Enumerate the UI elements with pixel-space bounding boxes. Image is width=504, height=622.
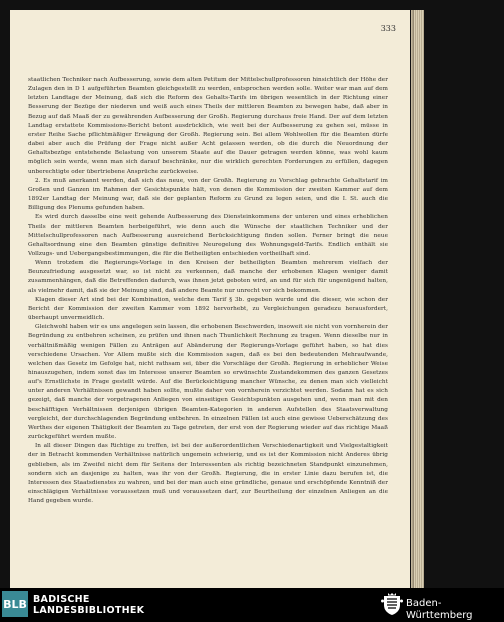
paragraph: In all dieser Dingen das Richtige zu treffen, ist bei der außerordentlichen Verschiedenartigkeit und Vielgestaltigkeit der in Betracht kommenden Verhältnisse natürlich ungemein schwierig, und es ist der Kommission nicht Anderes übrig geblieben, als im Zweifel nicht dem für Seitens der Interessenten als richtig bezeichneten Standpunkt einzunehmen, sondern sich an dasjenige zu halten, was ihr von der Großh. Regierung, die in erster Linie dazu berufen ist, die Interessen des Staatsdienstes zu wahren, und bei der man auch eine gründliche, genaue und erschöpfende Kenntniß der einschlägigen Verhältnisse voraussetzen muß und voraussetzen darf, zur Beurtheilung der einzelnen Anliegen an die Hand gegeben wurde. — [28, 443, 388, 505]
page-number: 333 — [380, 24, 396, 33]
coat-of-arms-icon — [381, 592, 403, 616]
paragraph: Gleichwohl haben wir es uns angelegen sein lassen, die erhobenen Beschwerden, insoweit sie nicht von vornherein der Begründung zu entbehren scheinen, zu prüfen und ihnen nach Thunlichkeit Rechnung zu tragen. Wenn dieselbe nur in verhältnißmäßig wenigen Fällen zu Anträgen auf Abänderung der Regierungs-Vorlage geführt haben, so hat dies verschiedene Ursachen. Vor Allem mußte sich die Kommission sagen, daß es bei den bedeutenden Mehraufwande, welchen das Gesetz im Gefolge hat, nicht rathsam sei, über die Vorschläge der Großh. Regierung in erheblicher Weise hinauszugehen, indem sonst das im Interesse unserer Beamten so erwünschte Zustandekommen des ganzen Gesetzes auf's Ernstlichste in Frage gestellt würde. Auf die Berücksichtigung mancher Wünsche, zu denen man sich vielleicht unter anderen Verhältnissen gewandt haben sollte, mußte daher von vornherein verzichtet werden. Sodann hat es sich gezeigt, daß manche der vorgetragenen Anliegen von einseitigen Gesichtspunkten ausgehen und, wenn man mit den beschäfftigen Verhältnissen derjenigen übrigen Beamten-Kategorien in anderen Aufstellen des Staatsverwaltung vergleicht, der durchschlagenden Begründung entbehren. In einzelnen Fällen ist auch eine gewisse Ueberschätzung des Werthes der eigenen Thätigkeit der Beamten zu Tage getreten, der erst von der Regierung wieder auf das richtige Maaß zurückgeführt werden mußte. — [28, 324, 388, 441]
footer-bar — [0, 588, 504, 620]
book-page — [10, 10, 410, 588]
paragraph: 2. Es muß anerkannt werden, daß sich das neue, von der Großh. Regierung zu Vorschlag gebrachte Gehaltstarif im Großen und Ganzen im Rahmen der Gesichtspunkte hält, von denen die Kommission der zweiten Kammer auf dem 1892er Landtag der Meinung war, daß sie der geplanten Reform zu Grund zu legen seien, und die I. St. auch die Billigung des Plenums gefunden haben. — [28, 177, 388, 212]
paragraph: Es wird durch dasselbe eine weit gehende Aufbesserung des Diensteinkommens der unteren und eines erheblichen Theils der mittleren Beamten herbeigeführt, wie denn auch die Wünsche der staatlichen Techniker und der Mittelschullprofessoren nach Aufbesserung ausreichend Berücksichtigung finden sollen. Ferner bringt die neue Gehaltsordnung eine den Beamten günstige definitive Neuregelung des Wohnungsgeld-Tarifs. Endlich enthält sie Vollzugs- und Uebergangsbestimmungen, die für die Betheiligten entschieden vortheilhaft sind. — [28, 214, 388, 257]
state-name: Baden-Württemberg — [406, 598, 473, 621]
paragraph: Wenn trotzdem die Regierungs-Vorlage in den Kreisen der betheiligten Beamten mehrerem vielfach der Beunzufriedung ausgesetzt war, so ist nicht zu verkennen, daß manche der erhobenen Klagen weniger damit zusammenhängen, daß die Betreffenden dadurch, was ihnen jetzt geboten wird, an und für sich für ungenügend halten, als vielmehr damit, daß sie der Meinung sind, daß andere Beamte nur unrecht vor sich bekommen. — [28, 260, 388, 294]
library-name-line1: BADISCHE — [33, 594, 90, 605]
page-stack-edge — [414, 10, 424, 588]
library-name-line2: LANDESBIBLIOTHEK — [33, 605, 145, 616]
paragraph: staatlichen Techniker nach Aufbesserung, sowie dem alten Petitum der Mittelschullprofessoren hinsichtlich der Höhe der Zulagen den in D 1 aufgeführten Beamten gleichgestellt zu werden, entsprochen werden solle. Weiter war man auf dem letzten Landtage der Meinung, daß sich die Reform des Gehalts-Tarifs im übrigen wesentlich in der Richtung einer Besserung der Bezüge der niederen und weiß auch eines Theils der mittleren Beamten zu bewegen habe, daß aber in Bezug auf daß Maaß der zu gewährenden Aufbesserung der Großh. Regierung durchaus freie Hand. Der auf dem letzten Landtag erstattete Kommissions-Bericht betont ausdrücklich, wie weit bei der Aufbesserung zu gehen sei, müsse in erster Reihe Sache pflichtmäßiger Erwägung der Großh. Regierung sein. Bei allem Wohlwollen für die Beamten dürfe dabei aber auch die Prüfung der Frage nicht außer Acht gelassen werden, ob die durch die Neuordnung der Gehaltsbezüge entstehende Belastung von unserem Staate auf die Dauer getragen werden könne, was wohl kaum möglich sein werde, wenn man sich darauf beschränke, nur die wirklich gerechten Forderungen zu erfüllen, dagegen unberechtigte oder übertriebene Ansprüche zurückweise. — [28, 77, 388, 175]
blb-logo[interactable]: BLB — [2, 591, 28, 617]
library-name — [33, 594, 144, 616]
paragraph: Klagen dieser Art sind bei der Kombination, welche dem Tarif § 3b. gegeben wurde und die dieser, wie schon der Bericht der Kommission der zweiten Kammer vom 1892 hervorhebt, zu Vergleichungen geradezu herausfordert, überhaupt unvermeidlich. — [28, 296, 388, 322]
page-body — [28, 76, 388, 506]
